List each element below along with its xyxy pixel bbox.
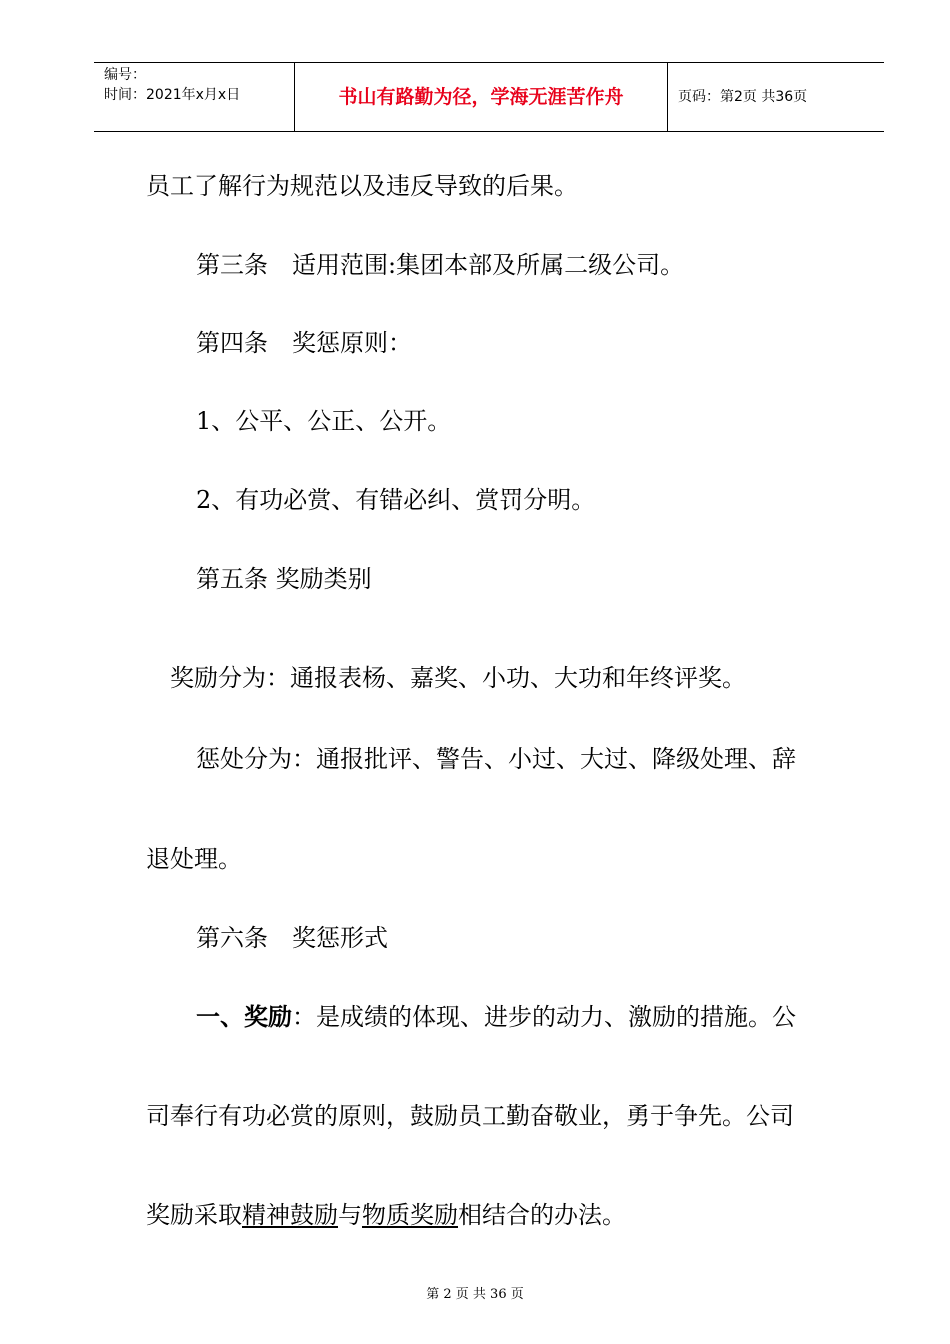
page-footer: 第 2 页 共 36 页 [426, 1287, 524, 1302]
spiritual-encouragement-link: 精神鼓励 [242, 1201, 338, 1229]
punishment-types-continued: 退处理。 [146, 845, 242, 873]
article-5-reward-categories: 第五条 奖励类别 [196, 565, 372, 593]
reward-method-part-a: 奖励采取 [146, 1201, 242, 1229]
page-header [94, 62, 884, 132]
reward-method-part-c: 相结合的办法。 [458, 1201, 626, 1229]
reward-heading: 一、奖励 [196, 1002, 292, 1031]
header-page-label: 页码：第2页 共36页 [678, 89, 808, 105]
paragraph-1: 员工了解行为规范以及违反导致的后果。 [146, 172, 578, 200]
punishment-types: 惩处分为：通报批评、警告、小过、大过、降级处理、辞 [196, 745, 796, 773]
article-4-principles: 第四条 奖惩原则： [196, 329, 412, 357]
header-motto: 书山有路勤为径，学海无涯苦作舟 [338, 86, 624, 108]
article-6-forms: 第六条 奖惩形式 [196, 924, 388, 952]
principle-2: 2、有功必赏、有错必纠、赏罚分明。 [196, 486, 596, 514]
reward-definition [196, 1001, 796, 1033]
document-time-label: 时间：2021年x月x日 [104, 87, 241, 103]
header-page-cell [668, 63, 884, 131]
reward-method-text [146, 1199, 626, 1231]
reward-method-part-b: 与 [338, 1201, 362, 1229]
header-motto-cell [295, 63, 668, 131]
reward-types: 奖励分为：通报表杨、嘉奖、小功、大功和年终评奖。 [170, 664, 746, 692]
reward-principle-text: 司奉行有功必赏的原则，鼓励员工勤奋敬业，勇于争先。公司 [146, 1102, 794, 1130]
document-number-label: 编号： [104, 67, 146, 83]
article-3-scope: 第三条 适用范围:集团本部及所属二级公司。 [196, 251, 685, 279]
material-reward-link: 物质奖励 [362, 1201, 458, 1229]
header-meta-cell [94, 63, 295, 131]
principle-1: 1、公平、公正、公开。 [196, 407, 452, 435]
reward-definition-text: ：是成绩的体现、进步的动力、激励的措施。公 [292, 1003, 796, 1031]
